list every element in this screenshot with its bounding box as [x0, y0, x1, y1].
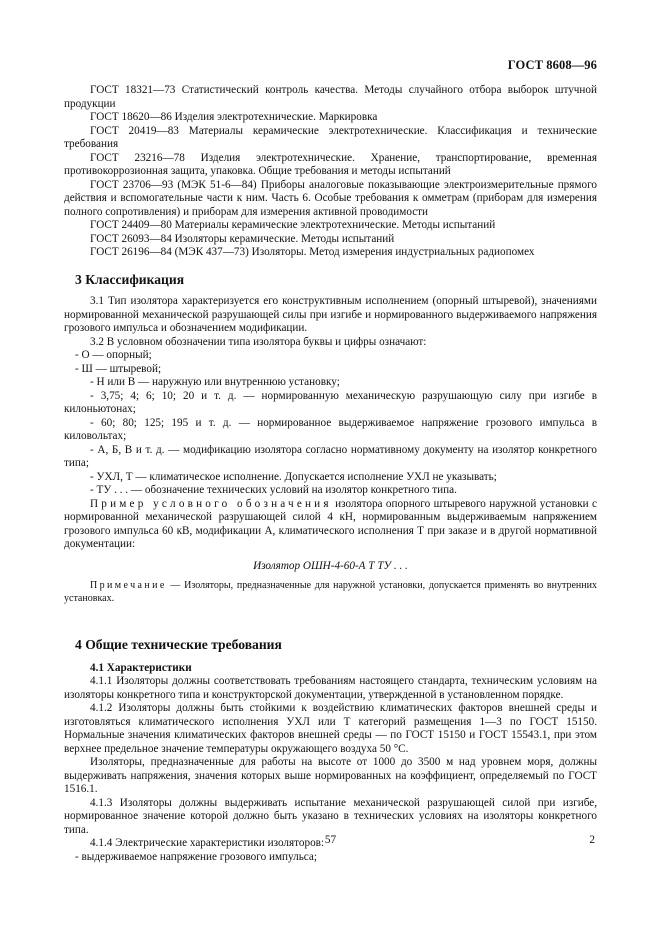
note-text: — Изоляторы, предназначенные для наружной установки, допускается применять во внутренних установках. — [64, 580, 597, 604]
paragraph-4-1-3: 4.1.3 Изоляторы должны выдерживать испытание механической разрушающей силой при изгибе, нормированное значение которой должно быть указано в технических условиях на изоляторы конкретного типа. — [64, 796, 597, 836]
page-number-original: 57 — [324, 834, 337, 846]
example-lead: Пример условного обозначения — [90, 497, 332, 510]
list-item: - Н или В — наружную или внутреннюю установку; — [90, 376, 340, 388]
reference-item: ГОСТ 23216—78 Изделия электротехнические. Хранение, транспортирование, временная противокоррозионная защита, упаковка. Общие требования и методы испытаний — [64, 151, 597, 177]
example-paragraph — [64, 498, 597, 552]
reference-item: ГОСТ 20419—83 Материалы керамические электротехнические. Классификация и технические требования — [64, 124, 597, 150]
subsection-4-1-heading: 4.1 Характеристики — [90, 661, 192, 674]
section-4-heading: 4 Общие технические требования — [75, 637, 282, 652]
list-item: - выдерживаемое напряжение грозового импульса; — [75, 850, 317, 863]
list-item: - УХЛ, Т — климатическое исполнение. Допускается исполнение УХЛ не указывать; — [90, 470, 497, 483]
paragraph-3-2: 3.2 В условном обозначении типа изолятора буквы и цифры означают: — [90, 335, 427, 348]
paragraph-3-1: 3.1 Тип изолятора характеризуется его конструктивным исполнением (опорный штыревой), значениями нормированной механической разрушающей силы при изгибе и нормированного выдерживаемого напряжения грозового импульса и обозначением модификации. — [64, 295, 597, 334]
list-item: - А, Б, В и т. д. — модификацию изолятора согласно нормативному документу на изолятор конкретного типа; — [64, 443, 597, 469]
reference-item: ГОСТ 23706—93 (МЭК 51-6—84) Приборы аналоговые показывающие электроизмерительные прямого действия и вспомогательные части к ним. Часть 6. Особые требования к омметрам (приборам для измерения полного сопротивления) и приборам для измерения активной проводимости — [64, 178, 597, 218]
document-body — [64, 84, 597, 864]
list-item: - ТУ . . . — обозначение технических условий на изолятор конкретного типа. — [90, 484, 457, 496]
note-paragraph — [64, 580, 597, 605]
page-number: 2 — [589, 834, 595, 846]
references-list — [64, 84, 597, 260]
list-item: - 3,75; 4; 6; 10; 20 и т. д. — нормированную механическую разрушающую силу при изгибе в килоньютонах; — [64, 389, 597, 415]
reference-item: ГОСТ 26196—84 (МЭК 437—73) Изоляторы. Метод измерения индустриальных радиопомех — [90, 246, 535, 258]
list-item: - 60; 80; 125; 195 и т. д. — нормированное выдерживаемое напряжение грозового импульса в киловольтах; — [64, 416, 597, 442]
example-text: изолятора опорного штыревого наружной установки с нормированной механической разрушающей силой 4 кН, нормированным выдерживаемым напряжением грозового импульса 60 кВ, модификации А, климатического исполнения Т при заказе и в другой нормативной документации: — [64, 497, 597, 550]
list-item: - Ш — штыревой; — [75, 362, 162, 375]
reference-item: ГОСТ 26093—84 Изоляторы керамические. Методы испытаний — [90, 232, 395, 245]
document-header-code: ГОСТ 8608—96 — [507, 58, 597, 72]
note-lead: Примечание — [90, 580, 167, 591]
section-3-heading: 3 Классификация — [75, 271, 185, 287]
paragraph-4-1-4: 4.1.4 Электрические характеристики изоляторов: — [90, 837, 325, 849]
paragraph-4-1-2-altitude: Изоляторы, предназначенные для работы на высоте от 1000 до 3500 м над уровнем моря, должны выдерживать напряжения, значения которых выше нормированных на коэффициент, определяемый по ГОСТ 1516.1. — [64, 756, 597, 795]
paragraph-4-1-1: 4.1.1 Изоляторы должны соответствовать требованиям настоящего стандарта, техническим условиям на изоляторы конкретного типа и конструкторской документации, утвержденной в установленном порядке. — [64, 675, 597, 701]
example-designation: Изолятор ОШН-4-60-А Т ТУ . . . — [253, 559, 408, 572]
list-item: - О — опорный; — [75, 349, 152, 361]
reference-item: ГОСТ 18620—86 Изделия электротехнические. Маркировка — [90, 111, 378, 123]
reference-item: ГОСТ 24409—80 Материалы керамические электротехнические. Методы испытаний — [90, 219, 496, 231]
paragraph-4-1-2: 4.1.2 Изоляторы должны быть стойкими к воздействию климатических факторов внешней среды и изготовляться климатического исполнения УХЛ или Т категорий размещения 1—3 по ГОСТ 15150. Нормальные значения климатических факторов внешней среды — по ГОСТ 15150 и ГОСТ 15543.1, при этом верхнее предельное значение температуры окружающего воздуха 50 °С. — [64, 702, 597, 755]
reference-item: ГОСТ 18321—73 Статистический контроль качества. Методы случайного отбора выборок штучной продукции — [64, 84, 597, 110]
